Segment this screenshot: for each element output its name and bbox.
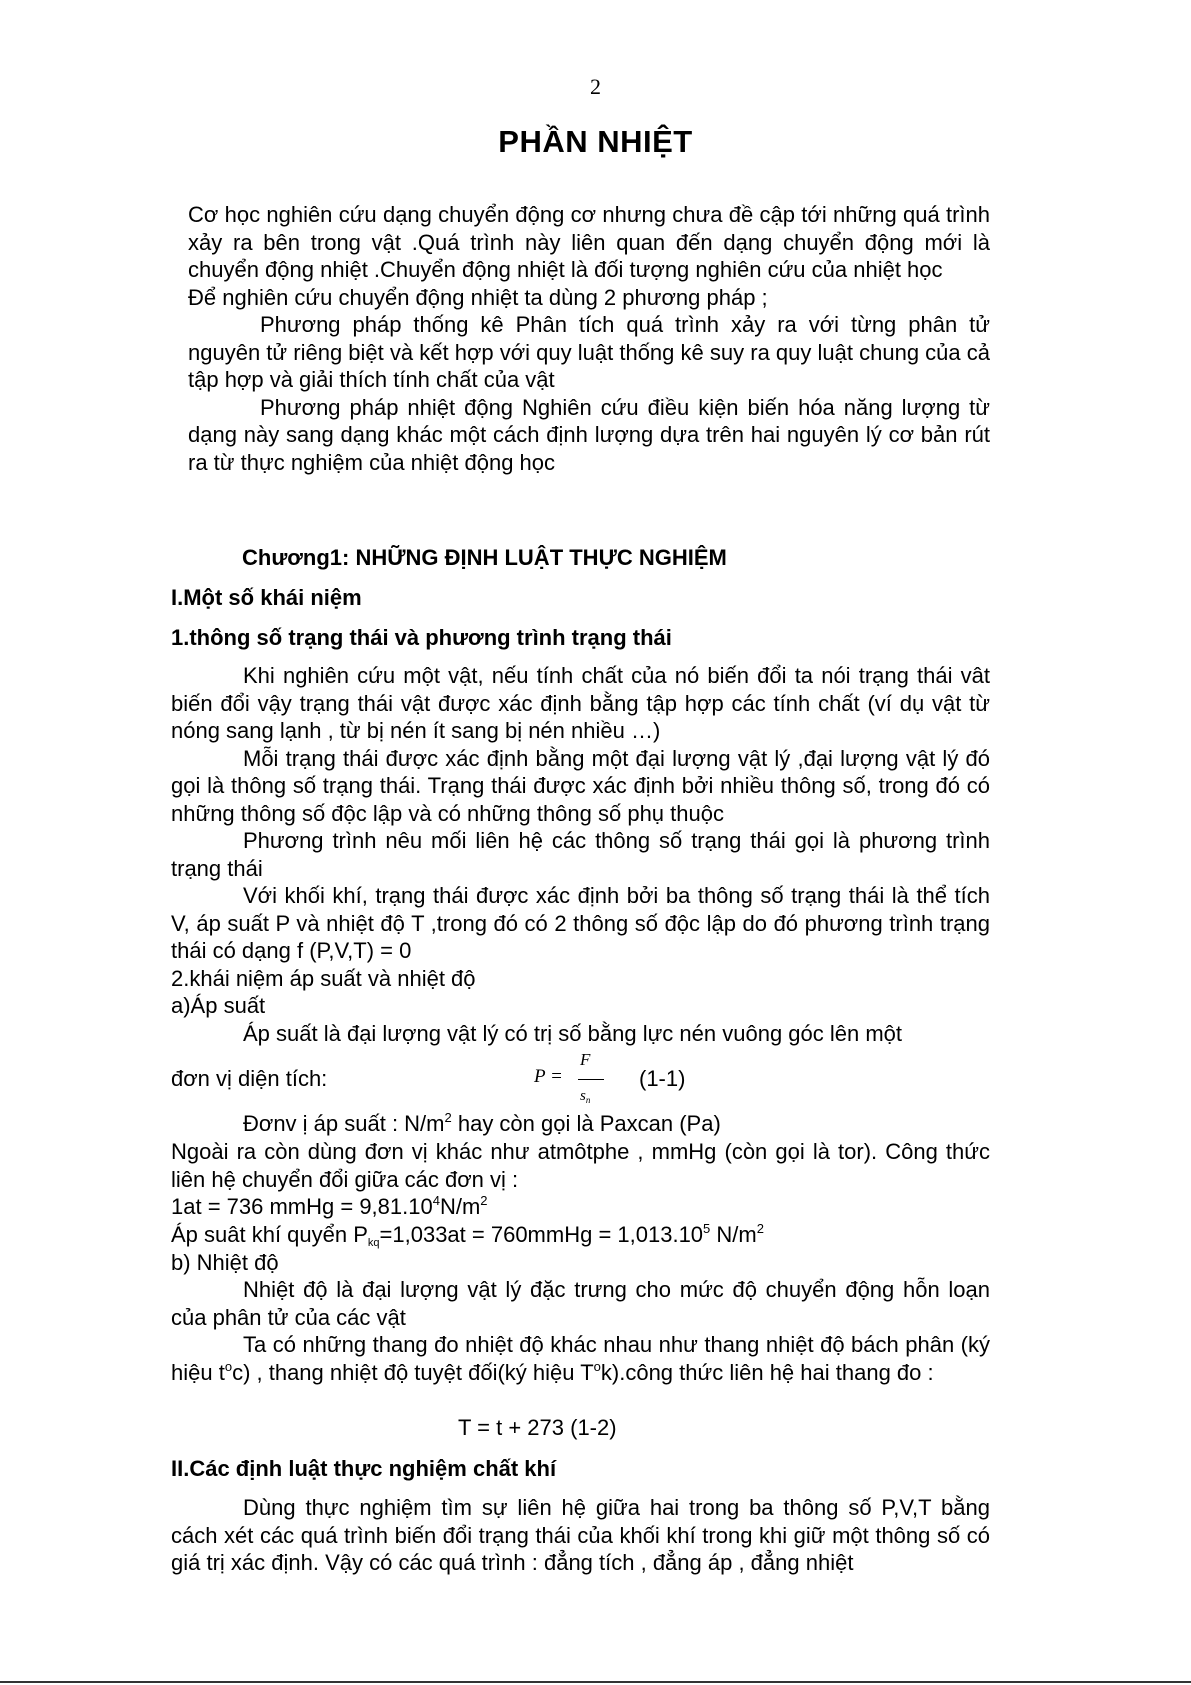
temperature-definition: Nhiệt độ là đại lượng vật lý đặc trưng cho mức độ chuyển động hỗn loạn của phân tử của các vật [171, 1277, 990, 1330]
intro-paragraph-3: Phương pháp thống kê Phân tích quá trình xảy ra với từng phân tử nguyên tử riêng biệt và kết hợp với quy luật thống kê suy ra quy luật chung của cả tập hợp và giải thích tính chất của vật [188, 312, 990, 392]
state-paragraphs [171, 662, 990, 1047]
gas-laws-paragraph: Dùng thực nghiệm tìm sự liên hệ giữa hai trong ba thông số P,V,T bằng cách xét các quá trình biến đổi trạng thái của khối khí trong khi giữ một thông số có giá trị xác định. Vậy có các quá trình : đẳng tích , đẳng áp , đẳng nhiệt [171, 1495, 990, 1575]
intro-paragraph-2: Để nghiên cứu chuyển động nhiệt ta dùng 2 phương pháp ; [188, 284, 768, 310]
intro-paragraph-1: Cơ học nghiên cứu dạng chuyển động cơ nhưng chưa đề cập tới những quá trình xảy ra bên trong vật .Quá trình này liên quan đến dạng chuyển động mới là chuyển động nhiệt .Chuyển động nhiệt là đối tượng nghiên cứu của nhiệt học [188, 202, 990, 282]
subsection-heading-1: 1.thông số trạng thái và phương trình trạng thái [171, 625, 672, 650]
chapter-title: Chương1: NHỮNG ĐỊNH LUẬT THỰC NGHIỆM [242, 545, 727, 570]
subsection-pressure: a)Áp suất [171, 993, 266, 1018]
section-heading-1: I.Một số khái niệm [171, 585, 362, 610]
pressure-definition: Áp suất là đại lượng vật lý có trị số bằng lực nén vuông góc lên một [243, 1020, 903, 1046]
subsection-temperature: b) Nhiệt độ [171, 1250, 279, 1275]
paragraph-state-equation: Phương trình nêu mối liên hệ các thông số trạng thái gọi là phương trình trạng thái [171, 828, 990, 881]
subsection-heading-2: 2.khái niệm áp suất và nhiệt độ [171, 965, 476, 991]
formula-denominator: $s_n$ [580, 1088, 591, 1105]
conversion-line-2: Áp suât khí quyển $P_{kq}=1,033at$ = 760mmHg = $1,013.10^5$ $N/m^2$ [171, 1221, 764, 1249]
paragraph-state-parameters: Mỗi trạng thái được xác định bằng một đại lượng vật lý ,đại lượng vật lý đó gọi là thông số trạng thái. Trạng thái được xác định bởi nhiều thông số, trong đó có những thông số độc lập và có những thông số phụ thuộc [171, 745, 990, 826]
temperature-paragraphs [171, 1276, 990, 1386]
paragraph-state-change: Khi nghiên cứu một vật, nếu tính chất của nó biến đổi ta nói trạng thái vât biến đổi vậy trạng thái vật được xác định bằng tập hợp các tính chất (ví dụ vật từ nóng sang lạnh , từ bị nén ít sang bị nén nhiều …) [171, 663, 990, 743]
formula-numerator: F [580, 1050, 591, 1069]
pressure-formula [534, 1050, 606, 1110]
formula-lhs: P = [534, 1066, 563, 1087]
page-number: 2 [590, 74, 601, 99]
formula-label-1-1: (1-1) [639, 1066, 686, 1091]
intro-block [188, 201, 990, 476]
pressure-unit-line: Đơnv ị áp suất : $N/m^2$ hay còn gọi là Paxcan (Pa) [243, 1110, 721, 1136]
temperature-scales: Ta có những thang đo nhiệt độ khác nhau như thang nhiệt độ bách phân (ký hiệu $t^oc$) , thang nhiệt độ tuyệt đối(ký hiệu $T^ok).công$ thức liên hệ hai thang đo : [171, 1332, 990, 1385]
pressure-definition-cont: đơn vị diện tích: [171, 1066, 328, 1091]
fraction-bar [578, 1079, 604, 1080]
paragraph-gas-state: Với khối khí, trạng thái được xác định bởi ba thông số trạng thái là thể tích V, áp suất P và nhiệt độ T ,trong đó có 2 thông số độc lập do đó phương trình trạng thái có dạng f (P,V,T) = 0 [171, 883, 990, 963]
formula-1-2: T = t + 273 (1-2) [458, 1415, 617, 1440]
intro-paragraph-4: Phương pháp nhiệt động Nghiên cứu điều kiện biến hóa năng lượng từ dạng này sang dạng khác một cách định lượng dựa trên hai nguyên lý cơ bản rút ra từ thực nghiệm của nhiệt động học [188, 394, 990, 475]
conversion-line-1: 1at = 736 mmHg = $9,81.10^4N/m^2$ [171, 1193, 488, 1219]
page-bottom-rule [0, 1681, 1191, 1683]
section-heading-2: II.Các định luật thực nghiệm chất khí [171, 1456, 557, 1481]
units-paragraph: Ngoài ra còn dùng đơn vị khác như atmôtphe , mmHg (còn gọi là tor). Công thức liên hệ chuyển đổi giữa các đơn vị : [171, 1139, 990, 1192]
page-title: PHẦN NHIỆT [498, 124, 693, 159]
